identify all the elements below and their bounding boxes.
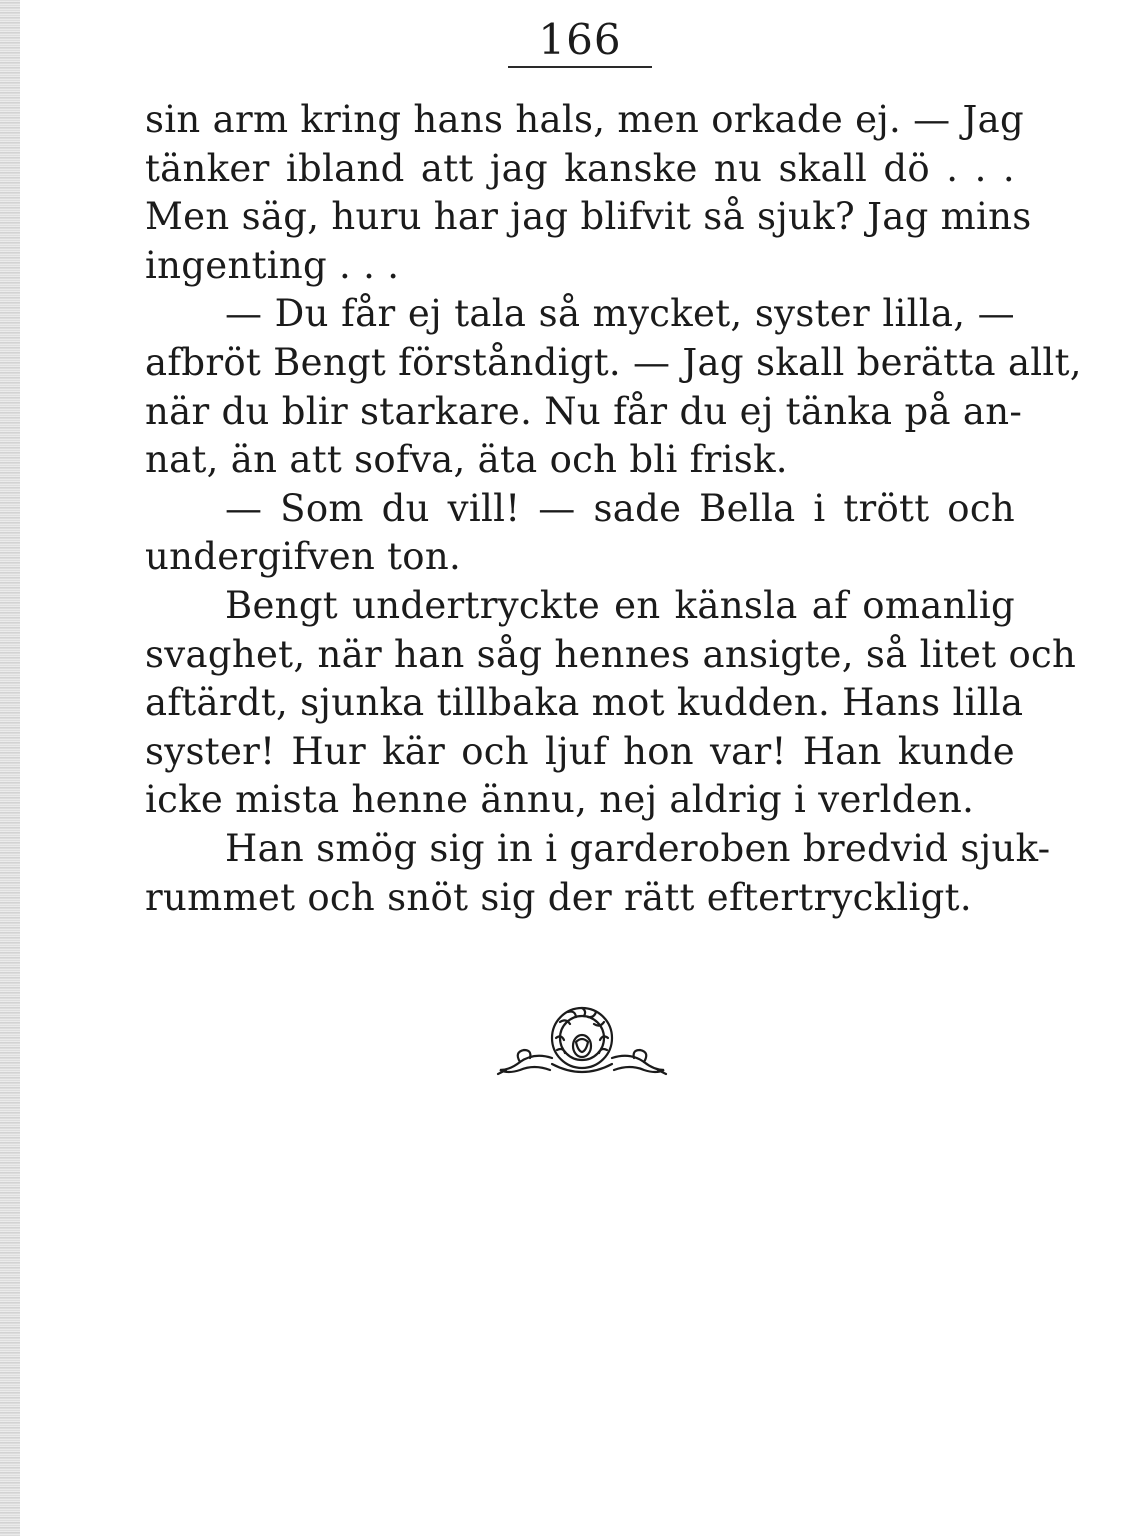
text-line: tänker ibland att jag kanske nu skall dö . . . <box>145 146 1015 190</box>
text-line: icke mista henne ännu, nej aldrig i verlden. <box>145 778 975 822</box>
text-line: nat, än att sofva, äta och bli frisk. <box>145 438 788 482</box>
text-line: — Som du vill! — sade Bella i trött och <box>225 486 1015 530</box>
body-text <box>145 96 1082 922</box>
text-line: sin arm kring hans hals, men orkade ej. — Jag <box>145 98 1025 141</box>
text-line: ingenting . . . <box>145 243 400 287</box>
text-line: Bengt undertryckte en känsla af omanlig <box>225 583 1015 627</box>
binding-edge <box>0 0 20 1536</box>
page-number-rule <box>508 66 652 68</box>
text-line: — Du får ej tala så mycket, syster lilla, — <box>225 292 1015 336</box>
text-line: syster! Hur kär och ljuf hon var! Han kunde <box>145 729 1015 773</box>
text-line: Men säg, huru har jag blifvit så sjuk? Jag mins <box>145 195 1032 239</box>
text-line: aftärdt, sjunka tillbaka mot kudden. Hans lilla <box>145 681 1024 725</box>
text-line: Han smög sig in i garderoben bredvid sjuk- <box>225 826 1051 870</box>
page-number: 166 <box>538 15 622 64</box>
text-line: rummet och snöt sig der rätt eftertryckligt. <box>145 875 972 919</box>
text-line: afbröt Bengt förståndigt. — Jag skall berätta allt, <box>145 340 1082 384</box>
text-line: undergifven ton. <box>145 535 462 579</box>
text-line: när du blir starkare. Nu får du ej tänka på an- <box>145 389 1023 433</box>
text-line: svaghet, när han såg hennes ansigte, så litet och <box>145 632 1077 676</box>
wreath-ornament-icon <box>490 1002 674 1088</box>
